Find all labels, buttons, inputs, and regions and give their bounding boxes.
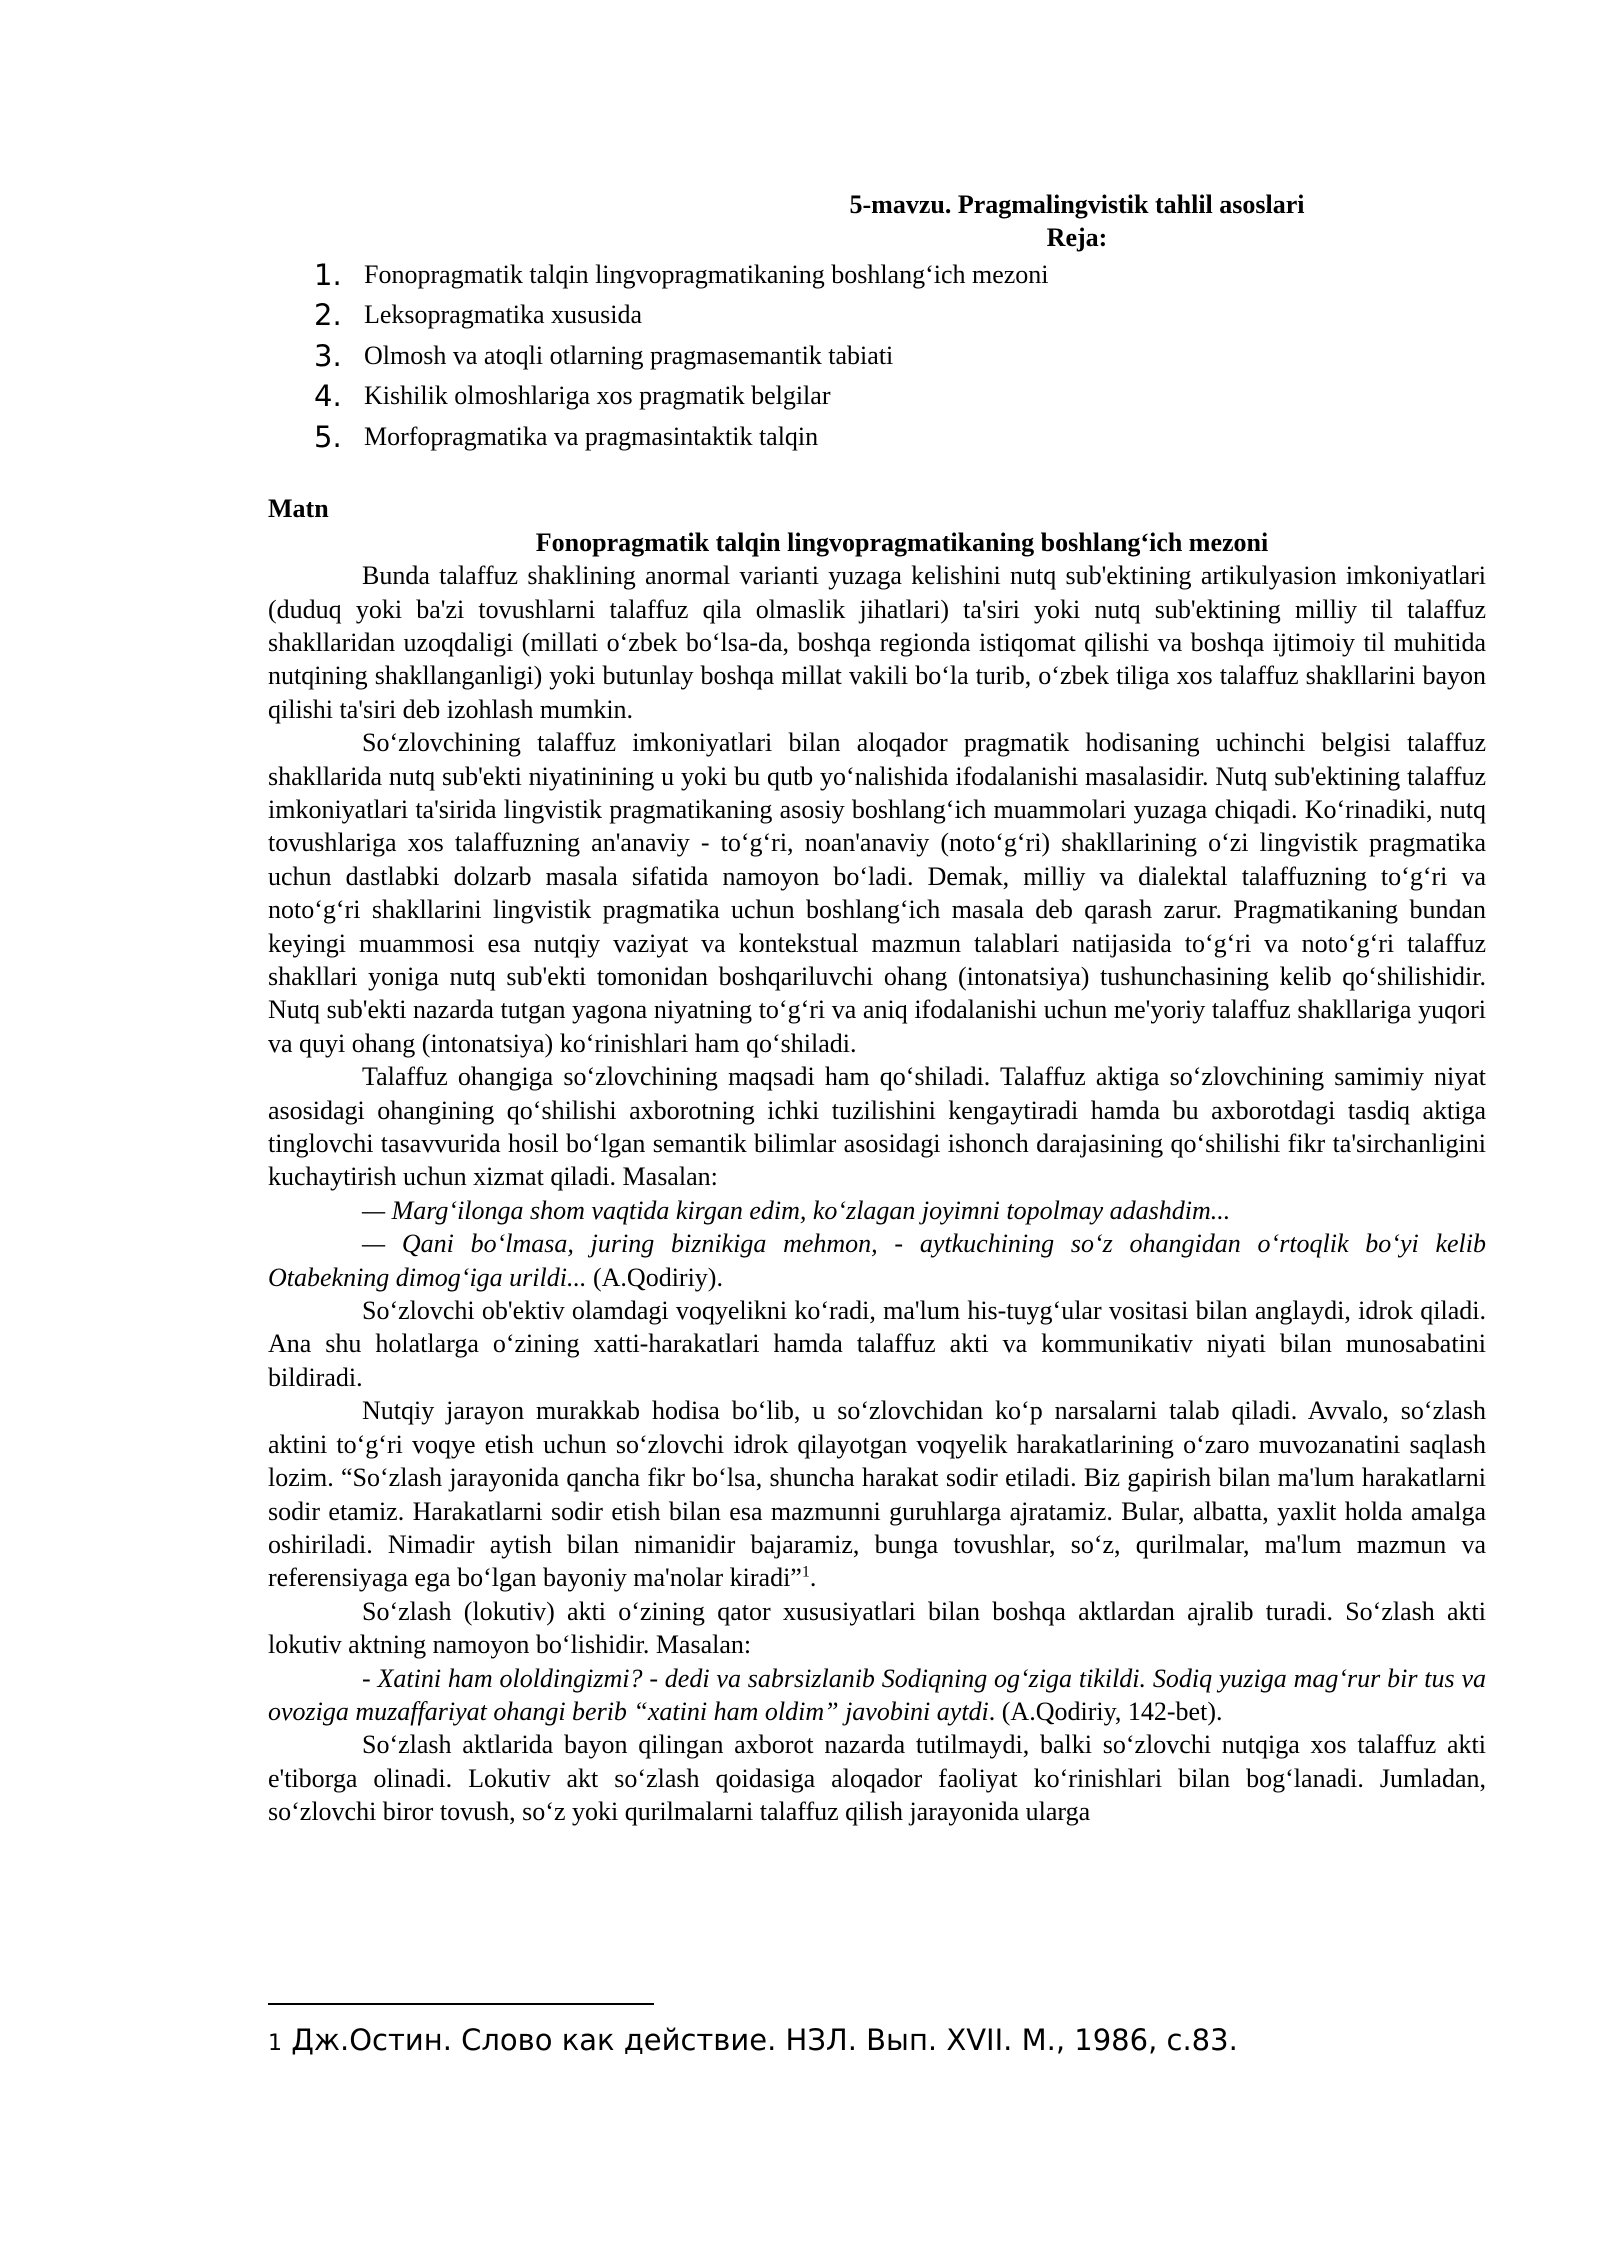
- plan-item-text: Leksopragmatika xususida: [364, 300, 642, 330]
- example-source: . (A.Qodiriy, 142-bet).: [988, 1696, 1223, 1726]
- example-source: (A.Qodiriy).: [586, 1262, 723, 1292]
- example-quote: — Marg‘ilonga shom vaqtida kirgan edim, ko‘zlagan joyimni topolmay adashdim...: [362, 1195, 1231, 1225]
- paragraph-text: Nutqiy jarayon murakkab hodisa bo‘lib, u so‘zlovchidan ko‘p narsalarni talab qiladi. Avvalo, so‘zlash aktini to‘g‘ri voqye etish uchun so‘zlovchi idrok qilayotgan voqyelik harakatlarining o‘zaro muvozanatini saqlash lozim. “So‘zlash jarayonida qancha fikr bo‘lsa, shuncha harakat sodir etiladi. Biz gapirish bilan ma'lum harakatlarni sodir etamiz. Harakatlarni sodir etish bilan esa mazmunni guruhlarga ajratamiz. Bular, albatta, yaxlit holda amalga oshiriladi. Nimadir aytish bilan nimanidir bajaramiz, bunga tovushlar, so‘z, qurilmalar, ma'lum mazmun va referensiyaga ega bo‘lgan bayoniy ma'nolar kiradi”: [268, 1396, 1486, 1593]
- footnote-reference: 1: [801, 1563, 810, 1581]
- topic-title: 5-mavzu. Pragmalingvistik tahlil asoslari: [849, 190, 1305, 219]
- plan-item-text: Morfopragmatika va pragmasintaktik talqin: [364, 421, 819, 451]
- plan-item: [268, 336, 1486, 377]
- section-title: Fonopragmatik talqin lingvopragmatikaning boshlang‘ich mezoni: [535, 527, 1269, 557]
- plan-item-text: Olmosh va atoqli otlarning pragmasemantik tabiati: [364, 340, 894, 370]
- paragraph: Bunda talaffuz shaklining anormal varianti yuzaga kelishini nutq sub'ektining artikulyasion imkoniyatlari (duduq yoki ba'zi tovushlarni talaffuz qila olmaslik jihatlari) ta'siri yoki nutq sub'ektining milliy til talaffuz shakllaridan uzoqdaligi (millati o‘zbek bo‘lsa-da, boshqa regionda istiqomat qilishi va boshqa ijtimoiy til muhitida nutqining shakllanganligi) yoki butunlay boshqa millat vakili bo‘la turib, o‘zbek tiliga xos talaffuz shakllarini bayon qilishi ta'siri deb izohlash mumkin.: [268, 561, 1486, 724]
- example-quote-text: - Xatini ham ololdingizmi? - dedi va sabrsizlanib Sodiqning og‘ziga tikildi. Sodiq yuziga mag‘rur bir tus va ovoziga muzaffariyat ohangi berib “xatini ham oldim” javobini aytdi: [268, 1663, 1486, 1726]
- example-quote-text: — Qani bo‘lmasa, juring biznikiga mehmon, - aytkuchining so‘z ohangidan o‘rtoqlik bo‘yi kelib Otabekning dimog‘iga urildi...: [268, 1229, 1486, 1292]
- footnote: [268, 2020, 1486, 2064]
- paragraph: So‘zlovchining talaffuz imkoniyatlari bilan aloqador pragmatik hodisaning uchinchi belgisi talaffuz shakllarida nutq sub'ekti niyatinining u yoki bu qutb yo‘nalishida ifodalanishi masalasidir. Nutq sub'ektining talaffuz imkoniyatlari ta'sirida lingvistik pragmatikaning asosiy boshlang‘ich muammolari yuzaga chiqadi. Ko‘rinadiki, nutq tovushlariga xos talaffuzning an'anaviy - to‘g‘ri, noan'anaviy (noto‘g‘ri) shakllarining o‘zi lingvistik pragmatika uchun dastlabki dolzarb masala sifatida namoyon bo‘ladi. Demak, milliy va dialektal talaffuzning to‘g‘ri va noto‘g‘ri shakllarini lingvistik pragmatika uchun boshlang‘ich masala deb qarash zarur. Pragmatikaning bundan keyingi muammosi esa nutqiy vaziyat va kontekstual mazmun talablari natijasida to‘g‘ri va noto‘g‘ri talaffuz shakllari yoniga nutq sub'ekti tomonidan boshqariluvchi ohang (intonatsiya) tushunchasining kelib qo‘shilishidir. Nutq sub'ekti nazarda tutgan yagona niyatning to‘g‘ri va aniq ifodalanishi uchun me'yoriy talaffuz shakllariga yuqori va quyi ohang (intonatsiya) ko‘rinishlari ham qo‘shiladi.: [268, 728, 1486, 1058]
- footnote-number: 1: [268, 2031, 282, 2056]
- text-section-label: Matn: [268, 494, 329, 524]
- paragraph: Talaffuz ohangiga so‘zlovchining maqsadi ham qo‘shiladi. Talaffuz aktiga so‘zlovchining samimiy niyat asosidagi ohangining qo‘shilishi axborotning ichki tuzilishini kengaytiradi hamda bu axborotdagi tasdiq aktiga tinglovchi tasavvurida hosil bo‘lgan semantik bilimlar asosidagi ishonch darajasining qo‘shilishi fikr ta'sirchanligini kuchaytirish uchun xizmat qiladi. Masalan:: [268, 1062, 1486, 1192]
- plan-item-number: 3.: [314, 338, 342, 373]
- plan-heading: Reja:: [1046, 223, 1108, 253]
- plan-item: [268, 295, 1486, 336]
- example-quote: [268, 1227, 1486, 1294]
- page-body: [268, 188, 1486, 1829]
- paragraph: So‘zlovchi ob'ektiv olamdagi voqyelikni ko‘radi, ma'lum his-tuyg‘ular vositasi bilan anglaydi, idrok qiladi. Ana shu holatlarga o‘zining xatti-harakatlari hamda talaffuz akti va kommunikativ niyati bilan munosabatini bildiradi.: [268, 1296, 1486, 1392]
- footnote-text: Дж.Остин. Слово как действие. НЗЛ. Вып. XVII. М., 1986, с.83.: [282, 2023, 1238, 2057]
- plan-item: [268, 376, 1486, 417]
- plan-list: [268, 255, 1486, 458]
- example-quote: [268, 1662, 1486, 1729]
- plan-item-number: 5.: [314, 419, 342, 454]
- plan-item-number: 4.: [314, 379, 342, 414]
- paragraph-end: .: [809, 1563, 817, 1593]
- plan-item-text: Kishilik olmoshlariga xos pragmatik belgilar: [364, 381, 831, 411]
- paragraph: So‘zlash aktlarida bayon qilingan axborot nazarda tutilmaydi, balki so‘zlovchi nutqiga xos talaffuz akti e'tiborga olinadi. Lokutiv akt so‘zlash qoidasiga aloqador faoliyat ko‘rinishlari bilan bog‘lanadi. Jumladan, so‘zlovchi biror tovush, so‘z yoki qurilmalarni talaffuz qilish jarayonida ularga: [268, 1730, 1486, 1827]
- plan-item-number: 2.: [314, 298, 342, 333]
- paragraph: So‘zlash (lokutiv) akti o‘zining qator xususiyatlari bilan boshqa aktlardan ajralib turadi. So‘zlash akti lokutiv aktning namoyon bo‘lishidir. Masalan:: [268, 1596, 1486, 1660]
- paragraph: [268, 1394, 1486, 1594]
- plan-item-text: Fonopragmatik talqin lingvopragmatikaning boshlang‘ich mezoni: [364, 259, 1049, 289]
- plan-item: [268, 417, 1486, 458]
- plan-item-number: 1.: [314, 257, 342, 292]
- footnote-separator: [268, 2003, 654, 2005]
- plan-item: [268, 255, 1486, 296]
